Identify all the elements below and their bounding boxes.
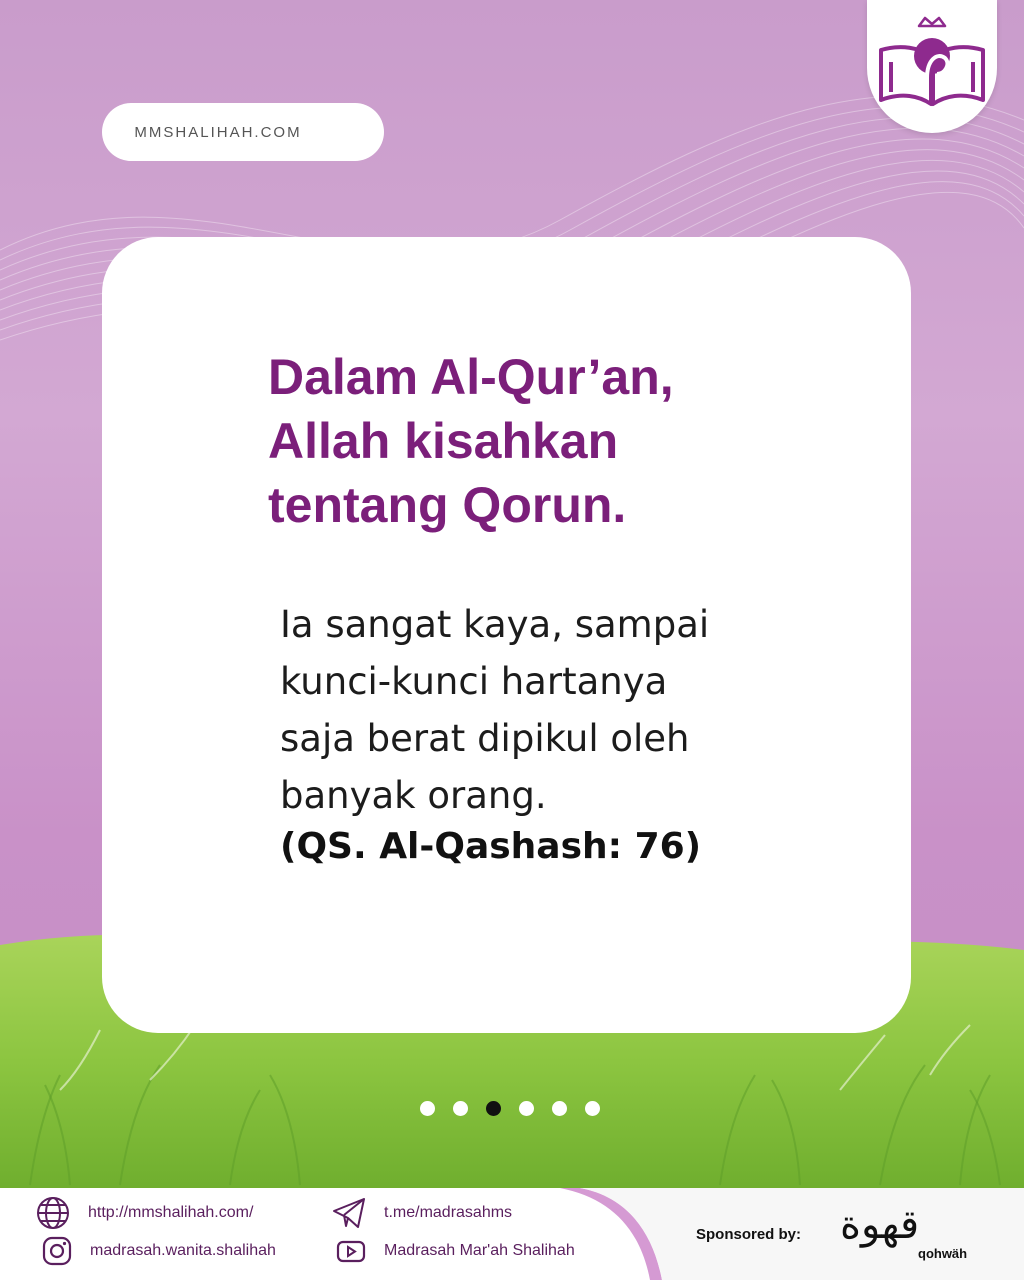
brand-logo-badge bbox=[867, 0, 997, 133]
footer-telegram-text: t.me/madrasahms bbox=[384, 1204, 513, 1221]
headline-line: Allah kisahkan bbox=[268, 413, 619, 469]
carousel-dot[interactable] bbox=[453, 1101, 468, 1116]
headline bbox=[268, 345, 828, 537]
madrasah-book-crown-logo-icon bbox=[867, 0, 997, 133]
footer-telegram-link[interactable] bbox=[332, 1196, 512, 1230]
footer-youtube-link[interactable] bbox=[336, 1236, 575, 1266]
carousel-dot[interactable] bbox=[420, 1101, 435, 1116]
sponsor-logo-latin: qohwäh bbox=[918, 1246, 968, 1261]
carousel-dot[interactable] bbox=[552, 1101, 567, 1116]
site-url-pill bbox=[102, 103, 384, 161]
body-line: banyak orang. bbox=[280, 774, 547, 817]
site-url-label: MMSHALIHAH.COM bbox=[134, 123, 302, 141]
body-line: Ia sangat kaya, sampai bbox=[280, 603, 710, 646]
footer-bar bbox=[0, 1188, 1024, 1280]
footer-instagram-text: madrasah.wanita.shalihah bbox=[90, 1242, 276, 1259]
body-line: saja berat dipikul oleh bbox=[280, 717, 690, 760]
footer-instagram-link[interactable] bbox=[42, 1236, 276, 1266]
footer-youtube-text: Madrasah Mar'ah Shalihah bbox=[384, 1242, 575, 1259]
instagram-icon bbox=[42, 1236, 72, 1266]
sponsor-logo-arabic: قهوة bbox=[840, 1202, 920, 1248]
carousel-dot[interactable] bbox=[519, 1101, 534, 1116]
carousel-dot[interactable] bbox=[585, 1101, 600, 1116]
quran-reference: (QS. Al-Qashash: 76) bbox=[280, 826, 702, 867]
sponsor-label: Sponsored by: bbox=[696, 1226, 802, 1243]
headline-line: Dalam Al-Qur’an, bbox=[268, 349, 674, 405]
footer-website-link[interactable] bbox=[36, 1196, 253, 1230]
body-line: kunci-kunci hartanya bbox=[280, 660, 668, 703]
youtube-icon bbox=[336, 1236, 366, 1266]
carousel-dot[interactable] bbox=[486, 1101, 501, 1116]
carousel-dots bbox=[420, 1101, 610, 1117]
body-text bbox=[280, 596, 840, 824]
headline-line: tentang Qorun. bbox=[268, 477, 627, 533]
footer-website-text: http://mmshalihah.com/ bbox=[88, 1204, 254, 1221]
sponsor-logo bbox=[838, 1200, 978, 1270]
telegram-icon bbox=[332, 1196, 366, 1230]
globe-icon bbox=[36, 1196, 70, 1230]
